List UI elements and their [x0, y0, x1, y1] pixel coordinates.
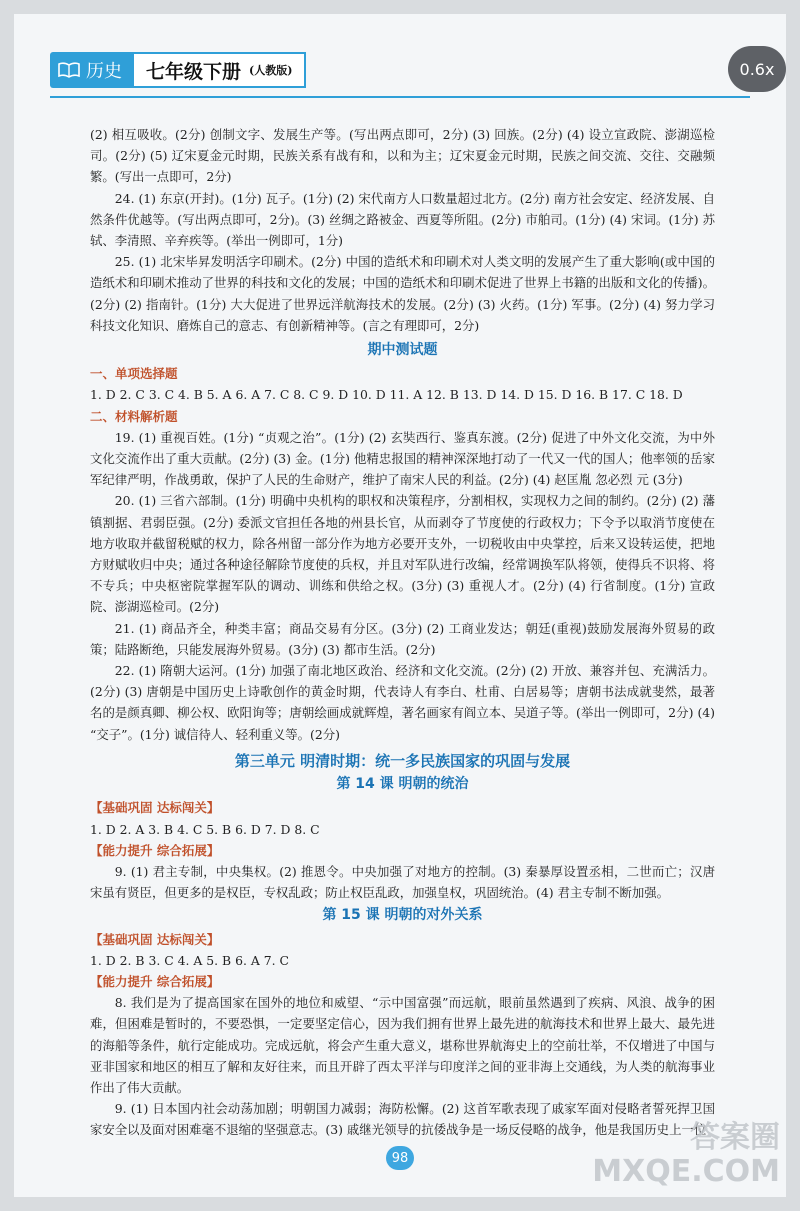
- subsection-label: 【基础巩固 达标闯关】: [90, 800, 220, 816]
- subsection-label: 【基础巩固 达标闯关】: [90, 931, 220, 947]
- answer-paragraph: 8. 我们是为了提高国家在国外的地位和威望、“示中国富强”而远航，眼前虽然遇到了疾病、风浪、战争的困难，但困难是暂时的，不要恐惧，一定要坚定信心，因为我们拥有世界上最先进的航海技术和世界上最大、最先进的海船等条件，航行定能成功。完成远航，将会产生重大意义，堪称世界航海史上的空前壮举，不仅增进了中国与亚非国家和地区的相互了解和友好往来，而且开辟了西太平洋与印度洋之间的亚非海上交通线，为人类的航海事业作出了伟大贡献。: [90, 995, 715, 1095]
- watermark-url: MXQE.COM: [592, 1154, 780, 1189]
- subsection-label: 【能力提升 综合拓展】: [90, 842, 220, 858]
- midterm-title: 期中测试题: [367, 342, 438, 359]
- answer-paragraph: 9. (1) 日本国内社会动荡加剧；明朝国力减弱；海防松懈。(2) 这首军歌表现了戚家军面对侵略者誓死捍卫国家安全以及面对困难毫不退缩的坚强意志。(3) 戚继光领导的抗倭战争是一场反侵略的战争，他是我国历史上一位: [90, 1101, 715, 1138]
- section-heading: 二、材料解析题: [90, 408, 178, 424]
- playback-speed-button[interactable]: [728, 46, 786, 92]
- watermark-text: 答案圈: [690, 1120, 780, 1155]
- choice-answers: 1. D 2. B 3. C 4. A 5. B 6. A 7. C: [90, 952, 289, 968]
- answer-paragraph: 9. (1) 君主专制，中央集权。(2) 推恩令。中央加强了对地方的控制。(3) 秦暴厚设置丞相，二世而亡；汉唐宋虽有贤臣，但更多的是权臣，专权乱政；防止权臣乱政，加强皇权，巩固统治。(4) 君主专制不断加强。: [90, 863, 715, 901]
- choice-answers: 1. D 2. C 3. C 4. B 5. A 6. A 7. C 8. C 9. D 10. D 11. A 12. B 13. D 14. D 15. D 16. B 17. C 18. D: [90, 387, 683, 403]
- site-watermark: [592, 1121, 780, 1189]
- answer-paragraph: 20. (1) 三省六部制。(1分) 明确中央机构的职权和决策程序，分割相权，实现权力之间的制约。(2分) (2) 藩镇割据、君弱臣强。(2分) 委派文官担任各地的州县长官，从而剥夺了节度使的行政权力；下令予以取消节度使在地方收取并截留税赋的权力，除各州留一部分作为地方必要开支外，一切税收由中央掌控，后来又设转运使，把地方财赋收归中央；通过各种途径解除节度使的兵权，并且对军队进行改编，经常调换军队将领，使得兵不识将、将不专兵；中央枢密院掌握军队的调动、训练和供给之权。(3分) (3) 重视人才。(2分) (4) 行省制度。(1分) 宣政院、澎湖巡检司。(2分): [90, 493, 715, 615]
- speed-label: 0.6x: [739, 59, 775, 79]
- open-book-icon: [58, 62, 80, 78]
- grade-box: [134, 52, 306, 88]
- unit-title: 第三单元 明清时期：统一多民族国家的巩固与发展: [234, 751, 571, 770]
- subject-badge: [50, 52, 134, 88]
- answer-paragraph: 24. (1) 东京(开封)。(1分) 瓦子。(1分) (2) 宋代南方人口数量超过北方。(2分) 南方社会安定、经济发展、自然条件优越等。(写出两点即可，2分)。(3) 丝绸之路被金、西夏等所阻。(2分) 市舶司。(1分) (4) 宋词。(1分) 苏轼、李清照、辛弃疾等。(举出一例即可，1分): [90, 190, 715, 249]
- header-divider: [50, 96, 750, 98]
- answer-paragraph: 21. (1) 商品齐全，种类丰富；商品交易有分区。(3分) (2) 工商业发达；朝廷(重视)鼓励发展海外贸易的政策；陆路断绝，只能发展海外贸易。(3分) (3) 都市生活。(2分): [90, 620, 715, 657]
- choice-answers: 1. D 2. A 3. B 4. C 5. B 6. D 7. D 8. C: [90, 821, 320, 837]
- edition-label: (人教版): [249, 64, 293, 77]
- page-header: [50, 52, 306, 88]
- subject-label: 历史: [86, 61, 122, 82]
- lesson-title: 第 14 课 明朝的统治: [336, 776, 469, 793]
- section-heading: 一、单项选择题: [90, 366, 178, 382]
- lesson-title: 第 15 课 明朝的对外关系: [322, 907, 483, 924]
- answer-content: [90, 124, 715, 1141]
- answer-paragraph: 25. (1) 北宋毕昇发明活字印刷术。(2分) 中国的造纸术和印刷术对人类文明的发展产生了重大影响(或中国的造纸术和印刷术推动了世界的科技和文化的发展；中国的造纸术和印刷术促进了世界上书籍的出版和文化的传播)。(2分) (2) 指南针。(1分) 大大促进了世界远洋航海技术的发展。(2分) (3) 火药。(1分) 军事。(2分) (4) 努力学习科技文化知识、磨炼自己的意志、有创新精神等。(言之有理即可，2分): [90, 254, 715, 333]
- answer-paragraph: (2) 相互吸收。(2分) 创制文字、发展生产等。(写出两点即可，2分) (3) 回族。(2分) (4) 设立宣政院、澎湖巡检司。(2分) (5) 辽宋夏金元时期，民族关系有战有和，以和为主；辽宋夏金元时期，民族之间交流、交往、交融频繁。(写出一点即可，2分): [90, 127, 715, 185]
- page-number: 98: [386, 1146, 414, 1170]
- answer-paragraph: 22. (1) 隋朝大运河。(1分) 加强了南北地区政治、经济和文化交流。(2分) (2) 开放、兼容并包、充满活力。(2分) (3) 唐朝是中国历史上诗歌创作的黄金时期，代表诗人有李白、杜甫、白居易等；唐朝书法成就斐然，最著名的是颜真卿、柳公权、欧阳询等；唐朝绘画成就辉煌，著名画家有阎立本、吴道子等。(举出一例即可，2分) (4) “交子”。(1分) 诚信待人、轻利重义等。(2分): [90, 663, 715, 742]
- answer-paragraph: 19. (1) 重视百姓。(1分) “贞观之治”。(1分) (2) 玄奘西行、鉴真东渡。(2分) 促进了中外文化交流，为中外文化交流作出了重大贡献。(2分) (3) 金。(1分) 他精忠报国的精神深深地打动了一代又一代的国人；他率领的岳家军纪律严明，作战勇敢，保护了人民的生命财产，维护了南宋人民的利益。(2分) (4) 赵匡胤 忽必烈 元 (3分): [90, 429, 715, 488]
- subsection-label: 【能力提升 综合拓展】: [90, 973, 220, 989]
- grade-label: 七年级下册: [146, 60, 242, 83]
